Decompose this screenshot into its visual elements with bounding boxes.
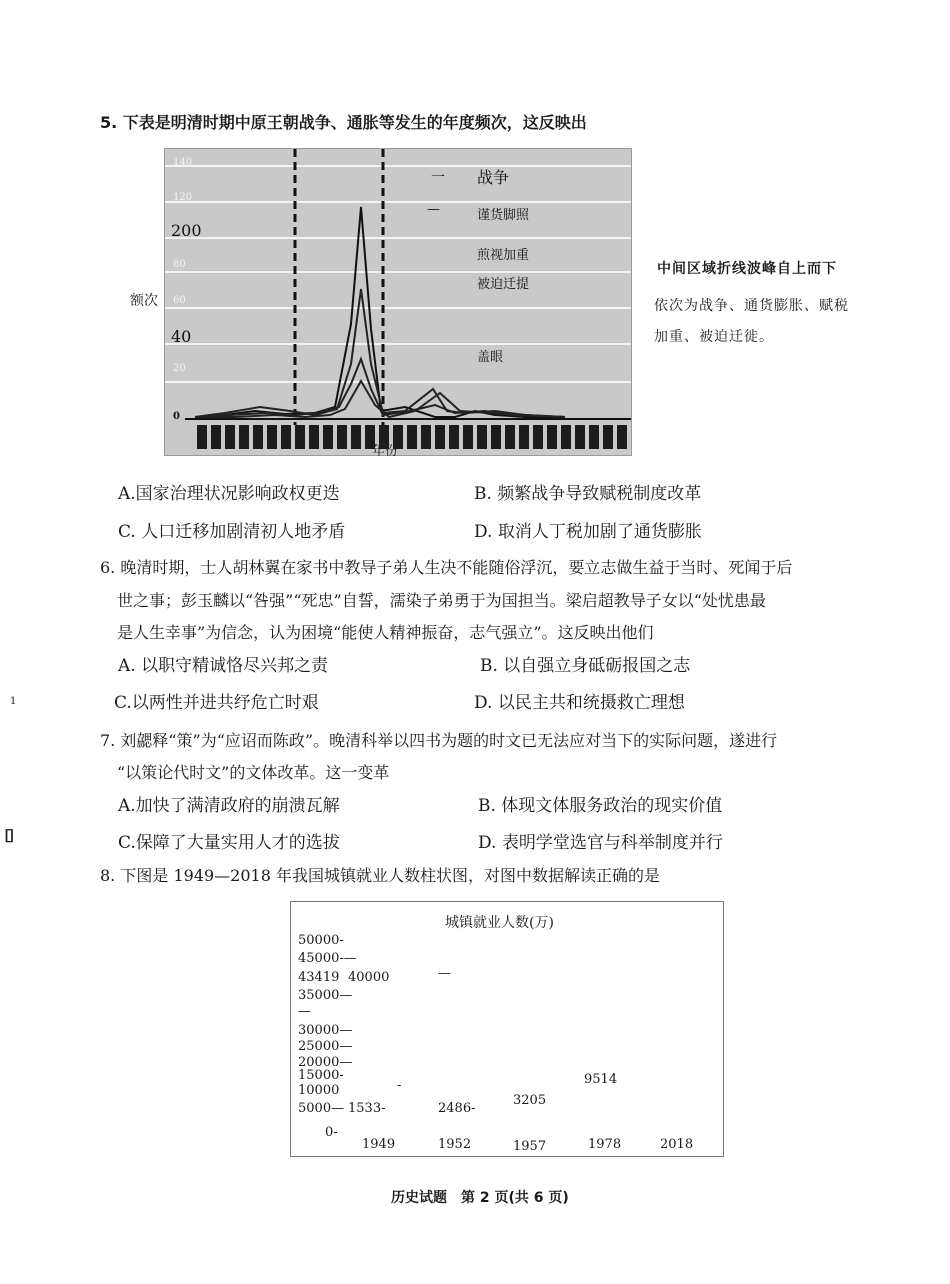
chart-title: 城镇就业人数(万) [445, 915, 554, 931]
x-axis-tick [603, 425, 613, 449]
x-axis-tick [491, 425, 501, 449]
q6-option-c[interactable]: C.以两性并进共纾危亡时艰 [114, 693, 319, 713]
y-axis-label: 30000— [298, 1023, 353, 1038]
legend-mark-war: 一 [431, 170, 445, 186]
q6-stem-line: 是人生幸事”为信念，认为困境“能使人精神振奋，志气强立”。这反映出他们 [117, 623, 654, 642]
x-axis-tick [309, 425, 319, 449]
y-tick-label: 80 [173, 259, 186, 270]
x-axis-tick [589, 425, 599, 449]
fig1-plot [165, 149, 631, 455]
series-war-line [195, 207, 565, 417]
y-axis-label: 35000— [298, 988, 353, 1003]
data-label: 1533- [348, 1101, 386, 1116]
x-axis-tick [197, 425, 207, 449]
x-axis-ticks [197, 425, 627, 449]
legend-label-migration: 被迫迁提 [477, 277, 530, 292]
y-axis-label: 45000-— [298, 951, 357, 966]
side-note-title: 中间区域折线波峰自上而下 [657, 261, 837, 277]
q5-option-c[interactable]: C. 人口迁移加剧清初人地矛盾 [118, 522, 346, 542]
q6-option-a[interactable]: A. 以职守精诚恪尽兴邦之责 [118, 656, 329, 676]
x-axis-tick [575, 425, 585, 449]
q5-stem: 5. 下表是明清时期中原王朝战争、通胀等发生的年度频次，这反映出 [100, 113, 587, 132]
data-label: 9514 [584, 1072, 618, 1087]
margin-mark: 1 [10, 696, 17, 707]
y-axis-label: 10000 [298, 1083, 340, 1098]
stray-mark: - [397, 1078, 402, 1093]
y-tick-label: 60 [173, 295, 186, 306]
side-note-line: 依次为战争、通货膨胀、赋税 [654, 298, 849, 314]
x-axis-tick [225, 425, 235, 449]
y-tick-label: 140 [173, 157, 193, 168]
data-label: 2486- [438, 1101, 476, 1116]
x-axis-tick [617, 425, 627, 449]
x-axis-tick [449, 425, 459, 449]
x-axis-tick [253, 425, 263, 449]
x-axis-tick [351, 425, 361, 449]
x-category-label: 1952 [438, 1137, 472, 1152]
x-axis-tick [323, 425, 333, 449]
y-axis-label: 15000- [298, 1068, 344, 1083]
data-label: 43419 [298, 970, 340, 985]
legend-label-currency: 谨货脚照 [477, 208, 530, 223]
x-category-label: 1978 [588, 1137, 622, 1152]
y-axis-label: 40000 [348, 970, 390, 985]
q7-option-b[interactable]: B. 体现文体服务政治的现实价值 [478, 796, 723, 816]
q7-option-a[interactable]: A.加快了满清政府的崩溃瓦解 [118, 796, 340, 816]
x-axis-tick [407, 425, 417, 449]
q6-stem-line: 世之事；彭玉麟以“咎强”“死忠”自誓，濡染子弟勇于为国担当。梁启超教导子女以“处忧患最 [117, 591, 766, 610]
legend-label-tax: 煎视加重 [477, 248, 530, 263]
x-axis-tick [561, 425, 571, 449]
legend-mark-currency: — [427, 202, 440, 217]
q5-option-d[interactable]: D. 取消人丁税加剧了通货膨胀 [474, 522, 702, 542]
q6-stem-line: 6. 晚清时期，士人胡林翼在家书中教导子弟人生决不能随俗浮沉，要立志做生益于当时、死闻于后 [100, 558, 793, 577]
page-footer: 历史试题 第 2 页(共 6 页) [391, 1190, 569, 1206]
y-tick-label: 0 [173, 411, 180, 422]
side-note-line: 加重、被迫迁徙。 [654, 329, 774, 345]
q7-option-c[interactable]: C.保障了大量实用人才的选拔 [118, 833, 340, 853]
stray-mark: — [438, 966, 451, 981]
y-axis-label: 5000— [298, 1101, 345, 1116]
y-axis-label: 20000— [298, 1055, 353, 1070]
y-axis-label: — [298, 1004, 311, 1019]
q6-option-b[interactable]: B. 以自强立身砥砺报国之志 [480, 656, 691, 676]
x-axis-tick [337, 425, 347, 449]
x-axis-tick [477, 425, 487, 449]
q7-option-d[interactable]: D. 表明学堂选官与科举制度并行 [478, 833, 723, 853]
data-label: 3205 [513, 1093, 547, 1108]
y-tick-label: 200 [171, 221, 202, 240]
y-axis-label: 25000— [298, 1039, 353, 1054]
x-axis-tick [281, 425, 291, 449]
q6-option-d[interactable]: D. 以民主共和统摄救亡理想 [474, 693, 685, 713]
fig1-y-label: 额次 [130, 293, 158, 309]
x-category-label: 2018 [660, 1137, 694, 1152]
y-tick-label: 120 [173, 192, 193, 203]
x-axis-tick [505, 425, 515, 449]
q8-stem: 8. 下图是 1949—2018 年我国城镇就业人数柱状图，对图中数据解读正确的是 [100, 866, 660, 885]
x-axis-tick [435, 425, 445, 449]
q5-option-a[interactable]: A.国家治理状况影响政权更迭 [118, 484, 340, 504]
y-tick-label: 40 [171, 327, 192, 346]
q7-stem-line: “以策论代时文”的文体改革。这一变革 [117, 763, 390, 782]
x-axis-tick [533, 425, 543, 449]
y-axis-label: 0- [325, 1125, 338, 1140]
q8-bar-chart-figure [290, 901, 724, 1157]
x-axis-tick [239, 425, 249, 449]
x-category-label: 1957 [513, 1139, 547, 1154]
y-tick-label: 20 [173, 363, 186, 374]
legend-label-war: 战争 [477, 168, 510, 187]
x-axis-tick [519, 425, 529, 449]
x-category-label: 1949 [362, 1137, 396, 1152]
y-axis-label: 50000- [298, 933, 344, 948]
x-axis-tick [547, 425, 557, 449]
q5-option-b[interactable]: B. 频繁战争导致赋税制度改革 [474, 484, 702, 504]
x-axis-tick [421, 425, 431, 449]
q5-line-chart-figure [164, 148, 632, 456]
series-inflation-line [195, 289, 565, 417]
x-axis-tick [211, 425, 221, 449]
legend-label-other: 盖眼 [477, 350, 504, 365]
x-axis-tick [463, 425, 473, 449]
q7-stem-line: 7. 刘勰释“策”为“应诏而陈政”。晚清科举以四书为题的时文已无法应对当下的实际问题，遂进行 [100, 731, 778, 750]
x-axis-tick [267, 425, 277, 449]
margin-mark: ⌷ [4, 826, 15, 847]
x-axis-tick [295, 425, 305, 449]
fig1-x-label: 年份 [372, 444, 399, 459]
